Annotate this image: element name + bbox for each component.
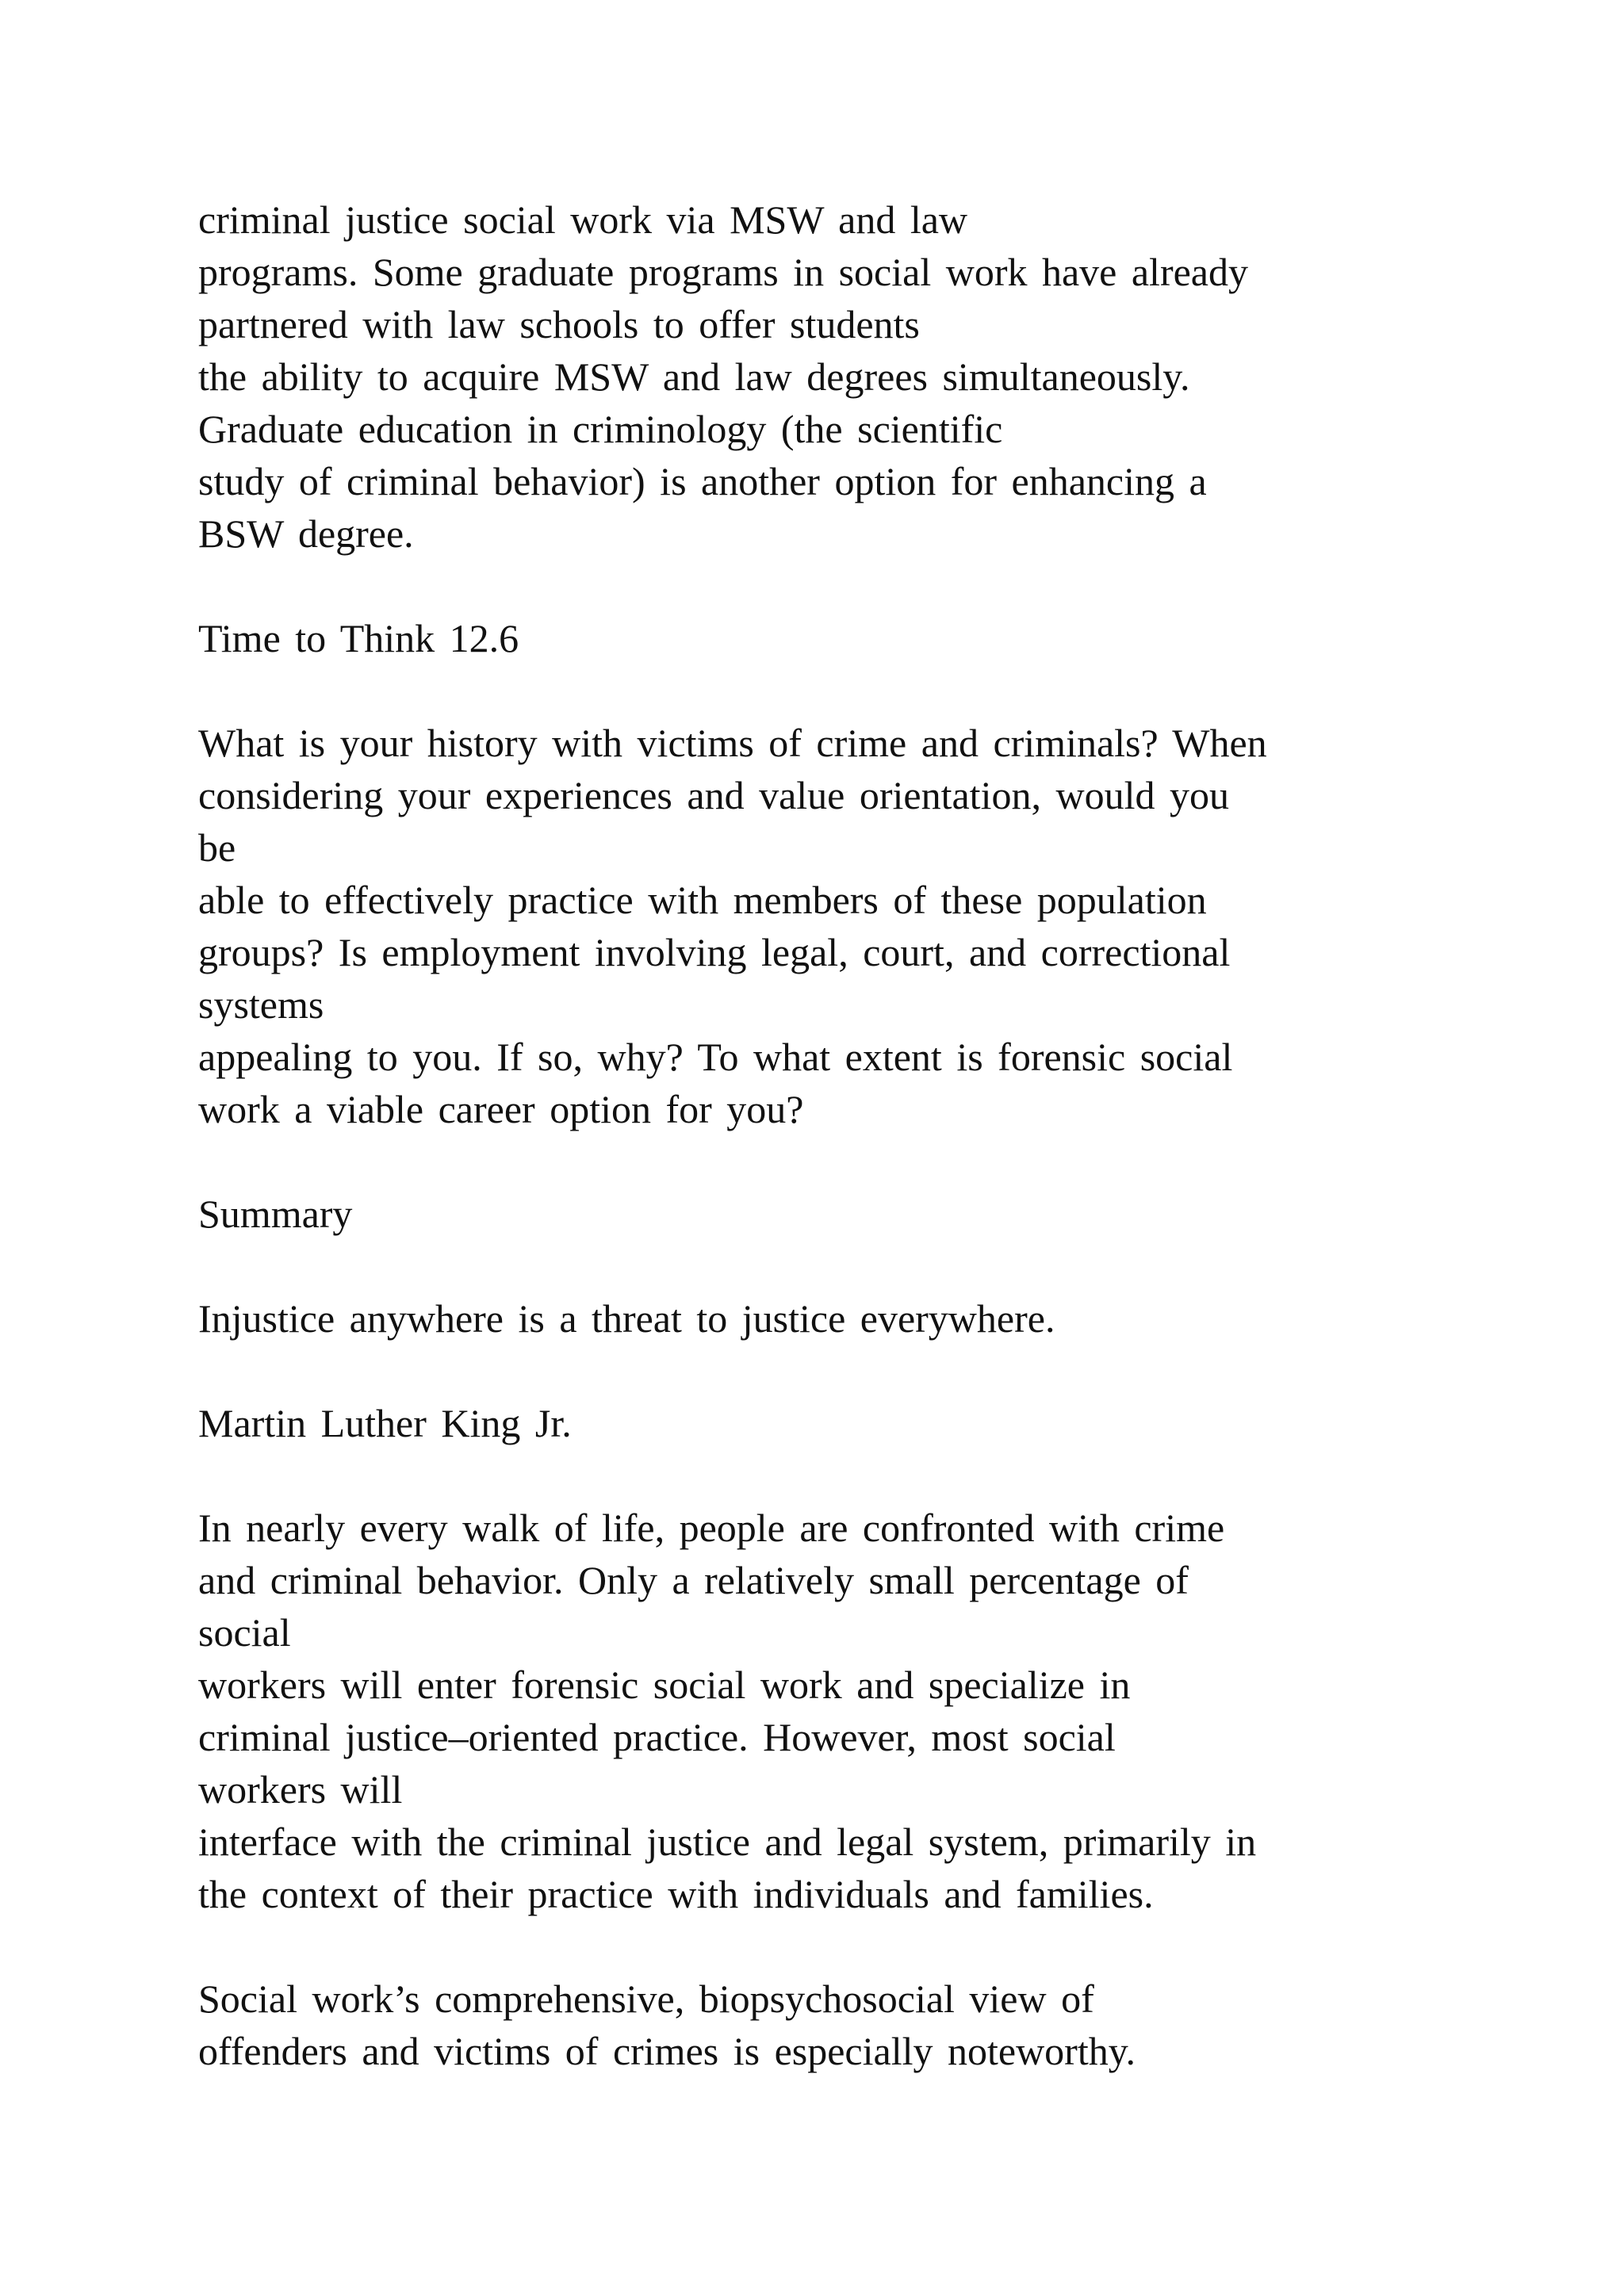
paragraph-gap (198, 1449, 1594, 1502)
paragraph-reflection-questions (198, 717, 1594, 1135)
text-line: Social work’s comprehensive, biopsychosocial view of (198, 1976, 1094, 2021)
text-line: BSW degree. (198, 511, 414, 556)
text-line: the ability to acquire MSW and law degrees simultaneously. (198, 354, 1190, 399)
text-line: considering your experiences and value orientation, would you (198, 773, 1229, 817)
paragraph-gap (198, 1920, 1594, 1973)
paragraph-gap (198, 1345, 1594, 1397)
quote-text: Injustice anywhere is a threat to justice everywhere. (198, 1296, 1055, 1341)
text-line: programs. Some graduate programs in social work have already (198, 250, 1248, 294)
text-line: able to effectively practice with members of these population (198, 878, 1207, 922)
text-line: study of criminal behavior) is another option for enhancing a (198, 459, 1207, 503)
heading-text: Summary (198, 1192, 353, 1236)
paragraph-gap (198, 1135, 1594, 1188)
text-line: criminal justice–oriented practice. However, most social (198, 1715, 1116, 1759)
quote-attribution (198, 1397, 1594, 1449)
paragraph-gap (198, 560, 1594, 612)
paragraph-gap (198, 1240, 1594, 1292)
text-line: interface with the criminal justice and legal system, primarily in (198, 1820, 1257, 1864)
text-line: systems (198, 982, 324, 1027)
text-line: In nearly every walk of life, people are confronted with crime (198, 1506, 1225, 1550)
text-line: Graduate education in criminology (the scientific (198, 407, 1003, 451)
heading-time-to-think (198, 612, 1594, 664)
text-line: and criminal behavior. Only a relatively small percentage of (198, 1558, 1189, 1602)
text-line: work a viable career option for you? (198, 1087, 804, 1131)
text-line: be (198, 825, 236, 870)
attribution-text: Martin Luther King Jr. (198, 1401, 572, 1445)
paragraph-summary-1 (198, 1502, 1594, 1920)
text-line: the context of their practice with individuals and families. (198, 1872, 1154, 1916)
text-line: groups? Is employment involving legal, court, and correctional (198, 930, 1231, 974)
paragraph-gap (198, 664, 1594, 717)
text-line: social (198, 1610, 291, 1655)
text-line: criminal justice social work via MSW and law (198, 197, 968, 242)
text-line: appealing to you. If so, why? To what extent is forensic social (198, 1035, 1233, 1079)
text-line: offenders and victims of crimes is especially noteworthy. (198, 2029, 1136, 2073)
paragraph-msw-law-programs (198, 193, 1594, 560)
text-line: What is your history with victims of crime and criminals? When (198, 721, 1267, 765)
quote (198, 1292, 1594, 1345)
text-line: workers will (198, 1767, 403, 1812)
paragraph-summary-2 (198, 1973, 1594, 2077)
text-line: workers will enter forensic social work and specialize in (198, 1663, 1131, 1707)
text-line: partnered with law schools to offer students (198, 302, 920, 346)
heading-text: Time to Think 12.6 (198, 616, 519, 660)
document-body (198, 193, 1594, 2077)
heading-summary (198, 1188, 1594, 1240)
